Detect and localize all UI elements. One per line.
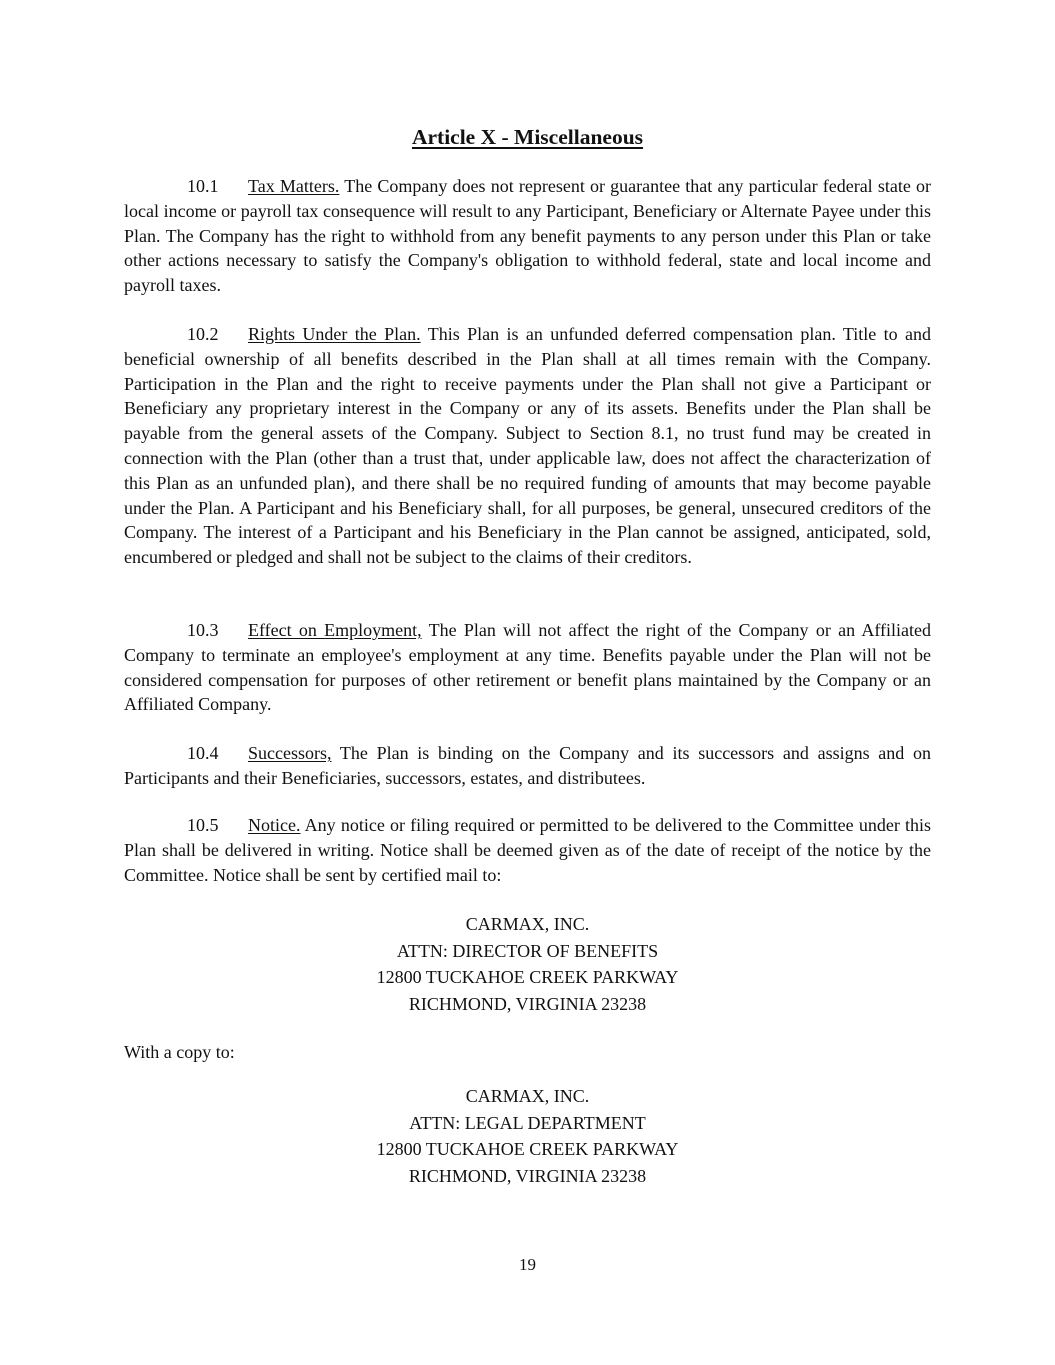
article-title: Article X - Miscellaneous [411,125,644,149]
section-number: 10.5 [187,815,219,835]
section-text: The Company does not represent or guarantee that any particular federal state or local income or payroll tax consequence will result to any Participant, Beneficiary or Alternate Payee under this Plan. The Company has the right to withhold from any benefit payments to any person under this Plan or take other actions necessary to satisfy the Company's obligation to withhold federal, state and local income and payroll taxes. [124,176,932,296]
section-text: The Plan is binding on the Company and its successors and assigns and on Participants and their Beneficiaries, successors, estates, and distributees. [124,743,931,788]
section-text: The Plan will not affect the right of the Company or an Affiliated Company to terminate an employee's employment at any time. Benefits payable under the Plan will not be considered compensation for purposes of other retirement or benefit plans maintained by the Company or an Affiliated Company. [124,620,931,715]
section-10-3 [124,618,931,717]
section-heading: Successors, [248,743,332,763]
section-heading: Tax Matters. [248,176,340,196]
section-text: This Plan is an unfunded deferred compensation plan. Title to and beneficial ownership of all benefits described in the Plan shall at all times remain with the Company. Participation in the Plan and the right to receive payments under the Plan shall not give a Participant or Beneficiary any proprietary interest in the Company or any of its assets. Benefits under the Plan shall be payable from the general assets of the Company. Subject to Section 8.1, no trust fund may be created in connection with the Plan (other than a trust that, under applicable law, does not affect the characterization of this Plan as an unfunded plan), and there shall be no required funding of amounts that may become payable under the Plan. A Participant and his Beneficiary shall, for all purposes, be general, unsecured creditors of the Company. The interest of a Participant and his Beneficiary in the Plan cannot be assigned, anticipated, sold, encumbered or pledged and shall not be subject to the claims of their creditors. [124,324,931,568]
section-number: 10.3 [187,620,219,640]
section-number: 10.4 [187,743,219,763]
address-line: RICHMOND, VIRGINIA 23238 [408,993,647,1014]
section-heading: Notice. [248,815,301,835]
address-line: ATTN: LEGAL DEPARTMENT [409,1112,646,1133]
address-line: RICHMOND, VIRGINIA 23238 [408,1165,647,1186]
copy-to-label: With a copy to: [124,1042,235,1062]
section-heading: Rights Under the Plan. [248,324,421,344]
section-number: 10.1 [187,176,219,196]
notice-address-copy [0,1083,1055,1189]
section-10-1 [124,174,931,298]
section-10-4 [124,741,931,791]
section-number: 10.2 [187,324,219,344]
section-heading: Effect on Employment, [248,620,422,640]
address-line: CARMAX, INC. [465,914,590,934]
address-line: ATTN: DIRECTOR OF BENEFITS [396,940,659,961]
page-number: 19 [519,1255,536,1274]
section-10-5 [124,813,931,887]
address-line: CARMAX, INC. [465,1086,590,1106]
address-line: 12800 TUCKAHOE CREEK PARKWAY [376,967,679,987]
address-line: 12800 TUCKAHOE CREEK PARKWAY [376,1139,679,1159]
notice-address-primary [0,911,1055,1017]
section-10-2 [124,322,931,570]
section-text: Any notice or filing required or permitted to be delivered to the Committee under this Plan shall be delivered in writing. Notice shall be deemed given as of the date of receipt of the notice by the Committee. Notice shall be sent by certified mail to: [124,815,931,885]
